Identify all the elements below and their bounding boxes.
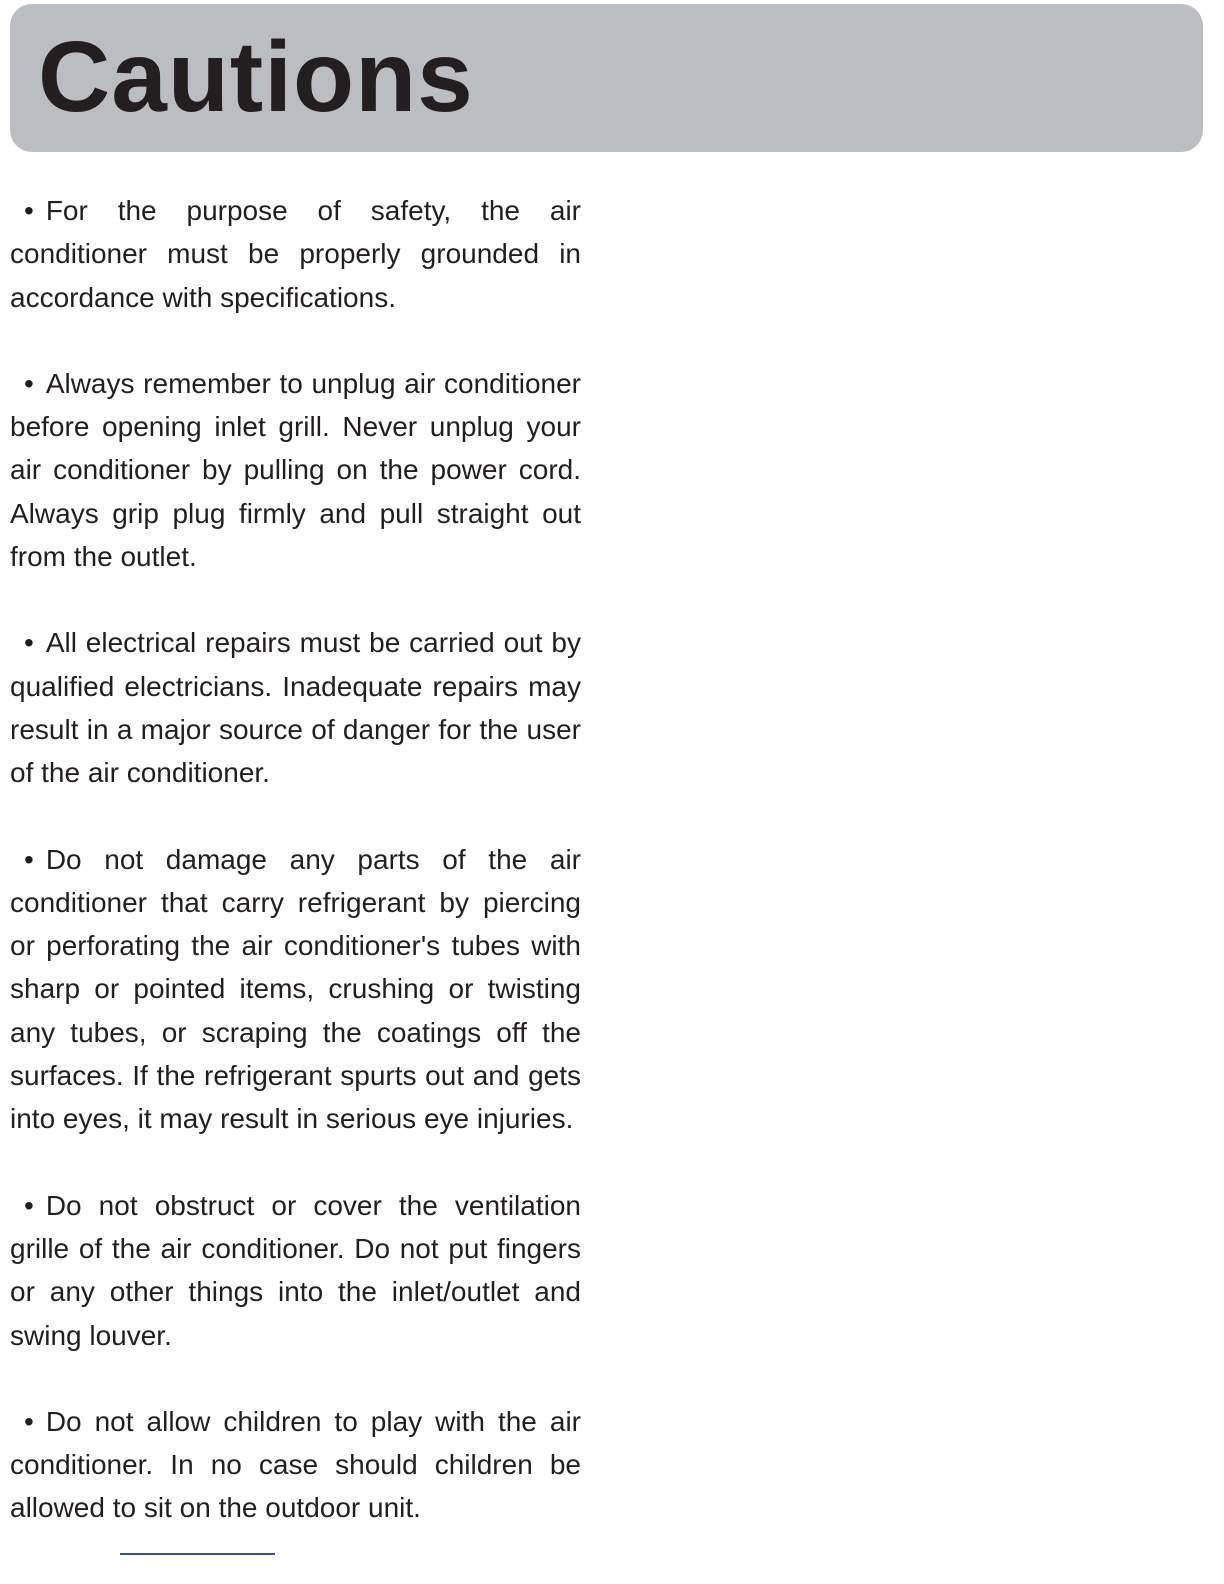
caution-item-refrigerant (10, 838, 581, 1141)
bullet-icon: • (24, 367, 34, 399)
caution-text: Do not allow children to play with the air conditioner. In no case should children be allowed to sit on the outdoor unit. (10, 1405, 581, 1524)
caution-text: For the purpose of safety, the air conditioner must be properly grounded in accordance with specifications. (10, 195, 581, 313)
caution-item-grounding (10, 189, 581, 319)
caution-text: Do not damage any parts of the air conditioner that carry refrigerant by piercing or perforating the air conditioner's tubes with sharp or pointed items, crushing or twisting any tubes, or scraping the coatings off the surfaces. If the refrigerant spurts out and gets into eyes, it may result in serious eye injuries. (10, 843, 581, 1135)
bullet-icon: • (24, 627, 34, 659)
page-title: Cautions (38, 21, 474, 133)
bullet-icon: • (24, 1189, 34, 1221)
pen-strike-mark (120, 1553, 275, 1555)
caution-item-electrical-repairs (10, 621, 581, 794)
caution-item-ventilation (10, 1184, 581, 1357)
bullet-icon: • (24, 195, 34, 226)
caution-text: Do not obstruct or cover the ventilation grille of the air conditioner. Do not put fingers or any other things into the inlet/outlet and swing louver. (10, 1189, 581, 1351)
caution-text: All electrical repairs must be carried out by qualified electricians. Inadequate repairs may result in a major source of danger for the user of the air conditioner. (10, 627, 581, 789)
cautions-list (10, 189, 581, 1573)
bullet-icon: • (24, 1405, 34, 1437)
caution-item-children (10, 1400, 581, 1530)
caution-text: Always remember to unplug air conditioner before opening inlet grill. Never unplug your air conditioner by pulling on the power cord. Always grip plug firmly and pull straight out from the outlet. (10, 367, 581, 573)
caution-item-unplug (10, 362, 581, 578)
bullet-icon: • (24, 843, 34, 875)
